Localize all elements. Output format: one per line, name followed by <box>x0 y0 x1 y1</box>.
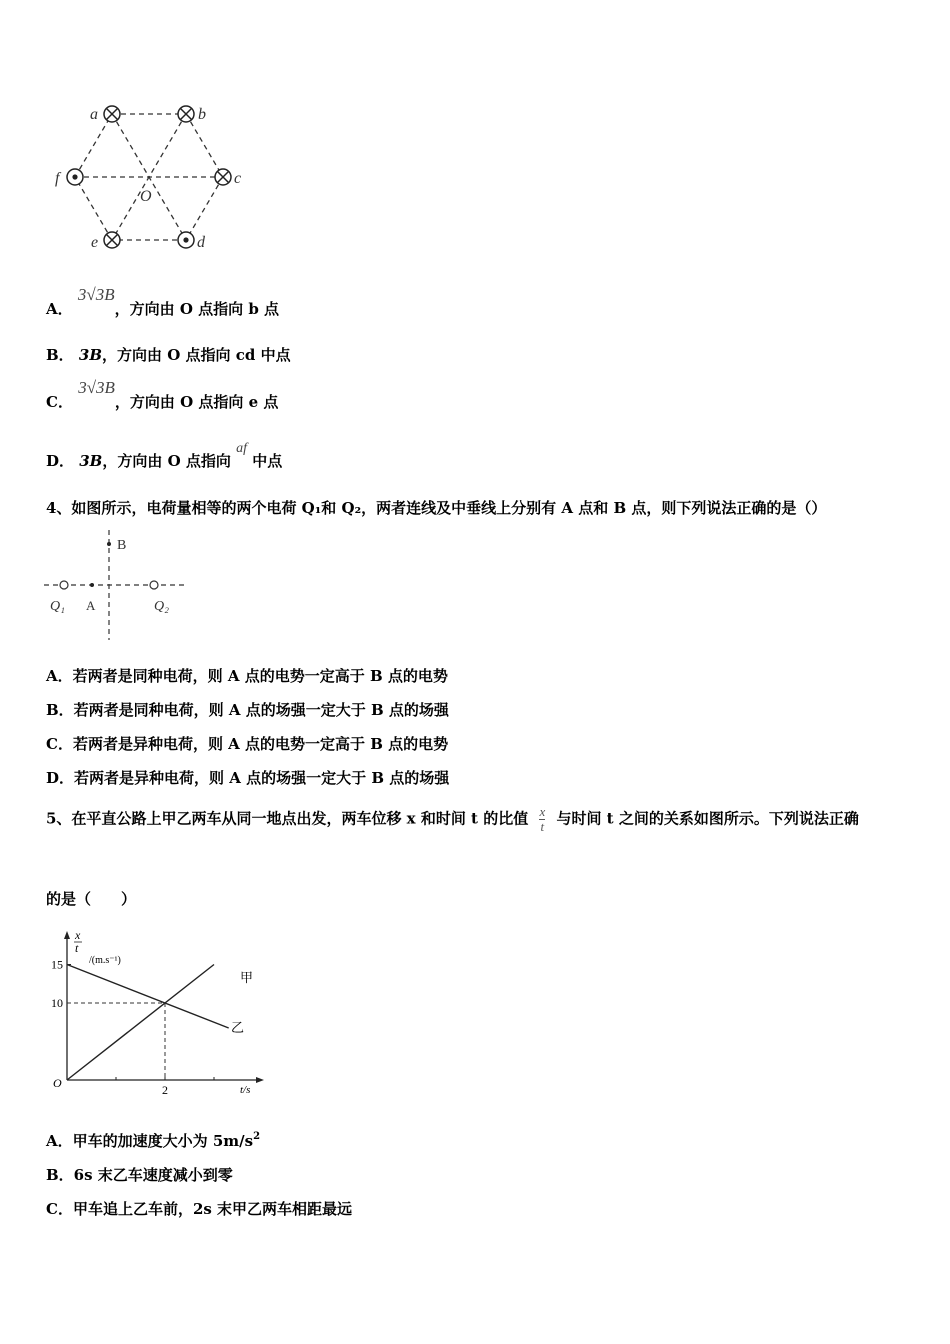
x-axis-label: t/s <box>240 1084 251 1096</box>
series-yi-line <box>67 965 229 1029</box>
hex-label-d: d <box>197 234 205 251</box>
charge-q1-icon <box>60 581 68 589</box>
q4-option-c[interactable]: C．若两者是异种电荷，则 A 点的电势一定高于 B 点的电势 <box>46 735 449 753</box>
q4-option-d[interactable]: D．若两者是异种电荷，则 A 点的场强一定大于 B 点的场强 <box>46 769 450 787</box>
y-tick-label-15: 15 <box>51 957 63 972</box>
wire-d-out-icon <box>178 232 194 248</box>
hex-label-e: e <box>91 234 99 251</box>
charges-figure <box>40 528 190 643</box>
q5-stem: 5、在平直公路上甲乙两车从同一地点出发，两车位移 x 和时间 t 的比值 $\frac{x}{t}$ 与时间 t 之间的关系如图所示。下列说法正确 <box>46 804 859 834</box>
q5-option-b[interactable]: B．6s 末乙车速度减小到零 <box>46 1166 233 1184</box>
series-yi-label: 乙 <box>231 1020 245 1035</box>
hexagon-wire-figure <box>46 95 256 260</box>
origin-label: O <box>53 1076 62 1090</box>
x-tick-label-2: 2 <box>162 1083 168 1097</box>
q5-option-a[interactable]: A．甲车的加速度大小为 $5m/s^2$ <box>46 1131 261 1150</box>
point-a-marker <box>90 583 94 587</box>
wire-e-into-icon <box>104 232 120 248</box>
q5-stem-line2: 的是（ ） <box>46 890 137 908</box>
wire-c-into-icon <box>215 169 231 185</box>
q3-option-c-math: 3√3B <box>78 378 115 397</box>
q3-option-d-math: af <box>236 441 248 456</box>
q4-stem: 4、如图所示，电荷量相等的两个电荷 Q₁和 Q₂，两者连线及中垂线上分别有 A 点和 B 点，则下列说法正确的是（） <box>46 499 827 517</box>
series-jia-line <box>67 965 214 1081</box>
q3-option-c[interactable]: C． 3√3B，方向由 O 点指向 e 点 <box>46 378 279 411</box>
q3-option-a-math: 3√3B <box>77 285 115 304</box>
q5-option-c[interactable]: C．甲车追上乙车前，2s 末甲乙两车相距最远 <box>46 1200 353 1218</box>
q3-option-a[interactable]: A． 3√3B，方向由 O 点指向 b 点 <box>46 285 280 318</box>
x-axis-arrow <box>256 1077 264 1083</box>
hex-label-f: f <box>55 170 60 187</box>
wire-b-into-icon <box>178 106 194 122</box>
q5-fraction: $\frac{x}{t}$ <box>539 804 546 834</box>
hex-label-o: O <box>140 188 152 205</box>
label-a: A <box>86 598 96 613</box>
q4-option-a[interactable]: A．若两者是同种电荷，则 A 点的电势一定高于 B 点的电势 <box>46 667 448 685</box>
charge-q2-icon <box>150 581 158 589</box>
wire-f-out-icon <box>67 169 83 185</box>
hex-label-a: a <box>90 106 98 123</box>
series-jia-label: 甲 <box>240 970 254 985</box>
hex-label-c: c <box>234 170 242 187</box>
q3-option-d[interactable]: D． 3B，方向由 O 点指向 af 中点 <box>46 441 283 470</box>
y-axis-arrow <box>64 931 70 939</box>
q3-option-b[interactable]: B． 3B，方向由 O 点指向 cd 中点 <box>46 346 291 364</box>
ylabel-num: x <box>75 928 81 942</box>
label-b: B <box>117 538 127 553</box>
hex-label-b: b <box>198 106 206 123</box>
y-tick-label-10: 10 <box>51 996 63 1010</box>
ylabel-den: t <box>75 941 79 955</box>
point-b-marker <box>107 542 111 546</box>
ylabel-unit: /(m.s⁻¹) <box>89 955 121 966</box>
label-q1: Q₁ <box>50 599 65 614</box>
label-q2: Q₂ <box>154 599 169 614</box>
q4-option-b[interactable]: B．若两者是同种电荷，则 A 点的场强一定大于 B 点的场强 <box>46 701 449 719</box>
ratio-time-chart <box>40 925 270 1100</box>
wire-a-into-icon <box>104 106 120 122</box>
